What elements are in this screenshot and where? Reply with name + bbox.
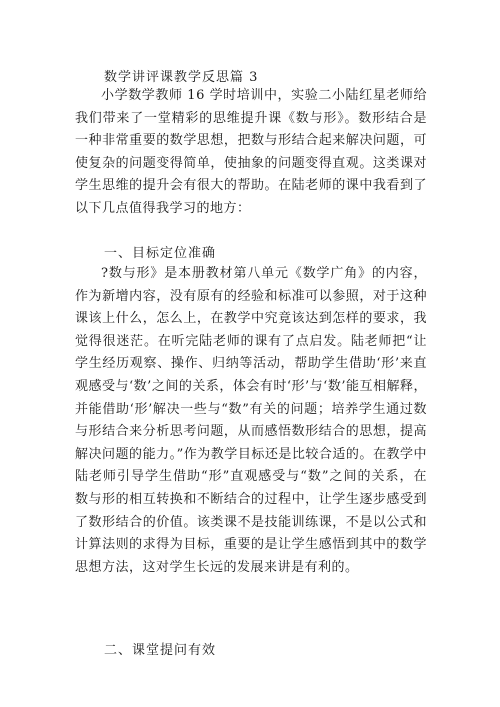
document-title: 数学讲评课教学反思篇 3 xyxy=(104,70,259,85)
intro-paragraph: 小学数学教师 16 学时培训中，实验二小陆红星老师给我们带来了一堂精彩的思维提升课《数与形》。数形结合是一种非常重要的数学思想，把数与形结合起来解决问题，可使复杂的问题变得简单，使抽象的问题变得直观。这类课对学生思维的提升会有很大的帮助。在陆老师的课中我看到了以下几点值得我学习的地方： xyxy=(75,88,427,216)
section-heading-1: 一、目标定位准确 xyxy=(104,246,217,261)
section-1-paragraph: ?数与形》是本册教材第八单元《数学广角》的内容，作为新增内容，没有原有的经验和标准可以参照，对于这种课该上什么，怎么上，在教学中究竟该达到怎样的要求，我觉得很迷茫。在听完陆老师的课有了点启发。陆老师把“让学生经历观察、操作、归纳等活动，帮助学生借助‘形’来直观感受与‘数’之间的关系，体会有时‘形’与‘数’能互相解释，并能借助‘形’解决一些与“数”有关的问题；培养学生通过数与形结合来分析思考问题，从而感悟数形结合的思想，提高解决问题的能力。”作为教学目标还是比较合适的。在教学中陆老师引导学生借助“形”直观感受与“数”之间的关系，在数与形的相互转换和不断结合的过程中，让学生逐步感受到了数形结合的价值。该类课不是技能训练课，不是以公式和计算法则的求得为目标，重要的是让学生感悟到其中的数学思想方法，这对学生长远的发展来讲是有利的。 xyxy=(75,266,427,575)
section-heading-2: 二、课堂提问有效 xyxy=(104,643,217,658)
